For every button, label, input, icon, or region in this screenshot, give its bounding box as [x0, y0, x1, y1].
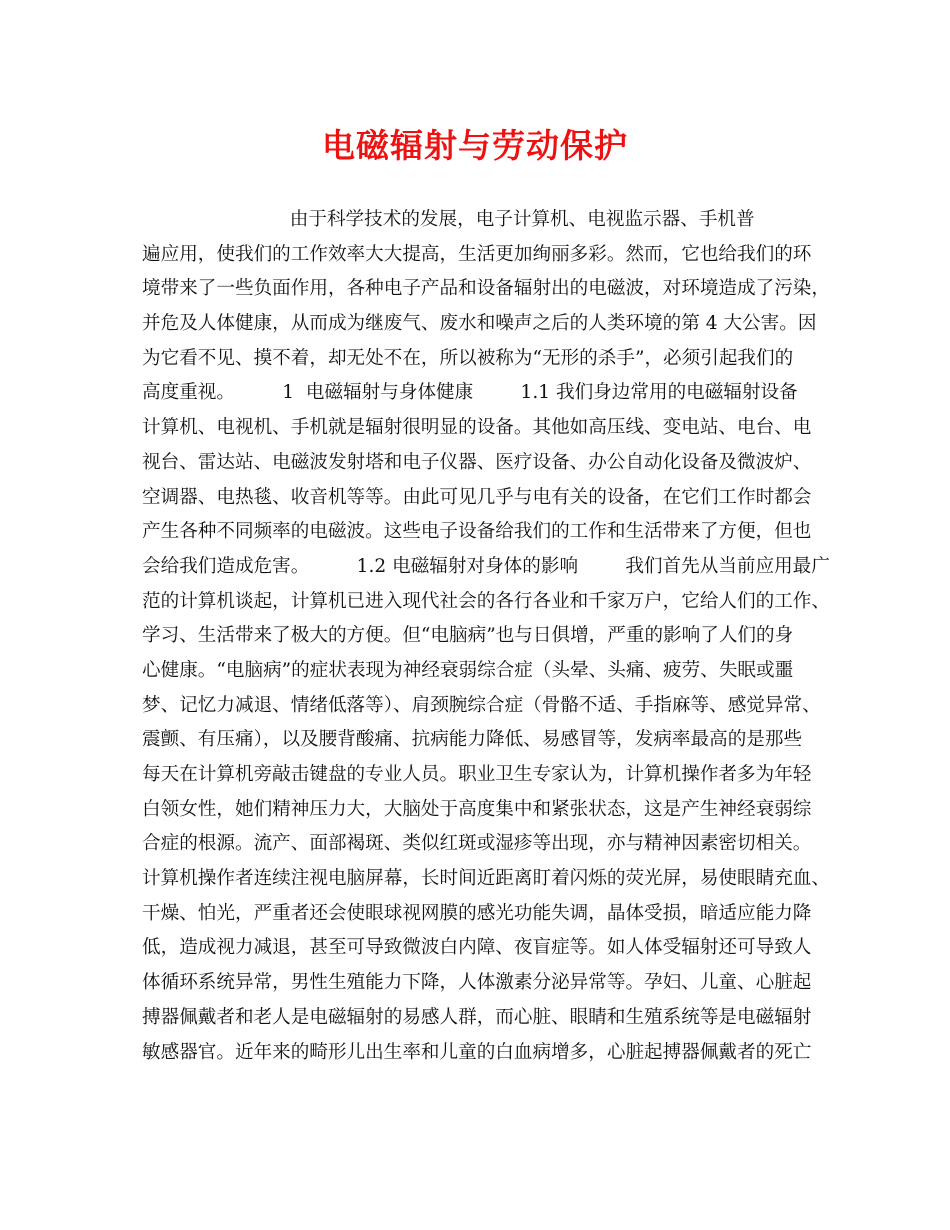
- body-line: 敏感器官。近年来的畸形儿出生率和儿童的白血病增多，心脏起搏器佩戴者的死亡: [142, 1041, 812, 1063]
- body-line: 视台、雷达站、电磁波发射塔和电子仪器、医疗设备、办公自动化设备及微波炉、: [142, 451, 812, 473]
- body-line: 产生各种不同频率的电磁波。这些电子设备给我们的工作和生活带来了方便，但也: [142, 521, 812, 543]
- body-line: 心健康。“电脑病”的症状表现为神经衰弱综合症（头晕、头痛、疲劳、失眠或噩: [142, 659, 794, 681]
- body-line: 每天在计算机旁敲击键盘的专业人员。职业卫生专家认为，计算机操作者多为年轻: [142, 764, 812, 785]
- body-line: 梦、记忆力减退、情绪低落等）、肩颈腕综合症（骨骼不适、手指麻等、感觉异常、: [142, 694, 821, 716]
- body-line: 合症的根源。流产、面部褐斑、类似红斑或湿疹等出现，亦与精神因素密切相关。: [142, 833, 812, 855]
- body-line: 学习、生活带来了极大的方便。但“电脑病”也与日俱增，严重的影响了人们的身: [142, 625, 794, 647]
- body-line: 干燥、怕光，严重者还会使眼球视网膜的感光功能失调，晶体受损，暗适应能力降: [142, 902, 812, 924]
- body-line: 空调器、电热毯、收音机等等。由此可见几乎与电有关的设备，在它们工作时都会: [142, 486, 812, 508]
- body-line: 震颤、有压痛），以及腰背酸痛、抗病能力降低、易感冒等，发病率最高的是那些: [142, 729, 803, 751]
- body-line: 并危及人体健康，从而成为继废气、废水和噪声之后的人类环境的第 4 大公害。因: [142, 313, 817, 335]
- document-title: 电磁辐射与劳动保护: [322, 126, 628, 165]
- body-line: 会给我们造成危害。 1.2 电磁辐射对身体的影响 我们首先从当前应用最广: [142, 555, 830, 577]
- body-line: 为它看不见、摸不着，却无处不在，所以被称为“无形的杀手”，必须引起我们的: [142, 347, 794, 369]
- body-line: 搏器佩戴者和老人是电磁辐射的易感人群，而心脏、眼睛和生殖系统等是电磁辐射: [142, 1006, 812, 1028]
- body-line: 白领女性，她们精神压力大，大脑处于高度集中和紧张状态，这是产生神经衰弱综: [142, 798, 812, 820]
- body-line: 体循环系统异常，男性生殖能力下降，人体激素分泌异常等。孕妇、儿童、心脏起: [142, 972, 812, 994]
- body-line: 计算机、电视机、手机就是辐射很明显的设备。其他如高压线、变电站、电台、电: [142, 417, 812, 439]
- body-line: 高度重视。 1 电磁辐射与身体健康 1.1 我们身边常用的电磁辐射设备: [142, 382, 798, 404]
- body-line: 遍应用，使我们的工作效率大大提高，生活更加绚丽多彩。然而，它也给我们的环: [142, 243, 812, 265]
- document-body: [142, 203, 830, 1070]
- body-line: 低，造成视力减退，甚至可导致微波白内障、夜盲症等。如人体受辐射还可导致人: [142, 937, 812, 959]
- body-line: 由于科学技术的发展，电子计算机、电视监示器、手机普: [142, 209, 755, 230]
- body-line: 范的计算机谈起，计算机已进入现代社会的各行各业和千家万户，它给人们的工作、: [142, 590, 830, 612]
- body-line: 计算机操作者连续注视电脑屏幕，长时间近距离盯着闪烁的荧光屏，易使眼睛充血、: [142, 868, 830, 890]
- body-line: 境带来了一些负面作用，各种电子产品和设备辐射出的电磁波，对环境造成了污染，: [142, 278, 830, 300]
